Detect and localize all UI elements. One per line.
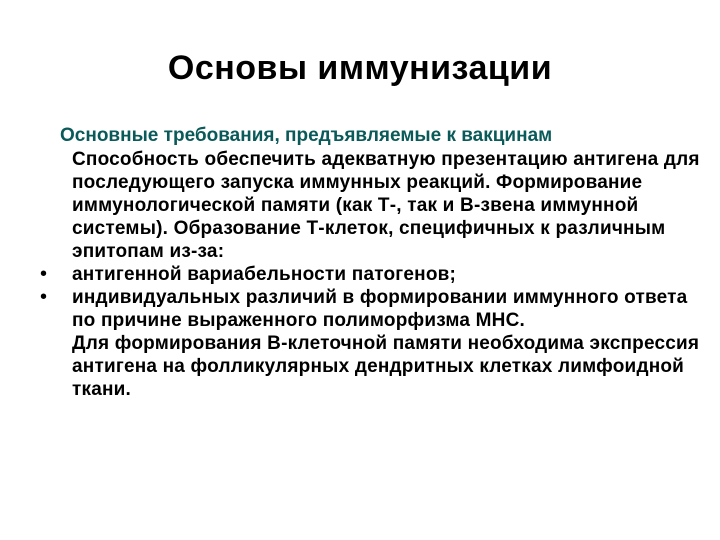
slide-title: Основы иммунизации — [167, 49, 553, 87]
slide-subtitle: Основные требования, предъявляемые к вакцинам — [60, 125, 553, 146]
closing-paragraph: Для формирования В-клеточной памяти необходима экспрессия антигена на фолликулярных дендритных клетках лимфоидной ткани. — [72, 333, 700, 400]
slide-body — [40, 148, 713, 401]
bullet-icon: • — [40, 263, 48, 285]
bullet-item — [40, 263, 713, 286]
bullet-icon: • — [40, 286, 48, 308]
bullet-text: индивидуальных различий в формировании иммунного ответа по причине выраженного полиморфизма МНС. — [72, 287, 688, 331]
intro-paragraph: Способность обеспечить адекватную презентацию антигена для последующего запуска иммунных реакций. Формирование иммунологической памяти (как Т-, так и В-звена иммунной системы). Образование Т-клеток, специфичных к различным эпитопам из-за: — [72, 149, 700, 262]
bullet-item — [40, 286, 713, 332]
bullet-text: антигенной вариабельности патогенов; — [72, 264, 457, 285]
